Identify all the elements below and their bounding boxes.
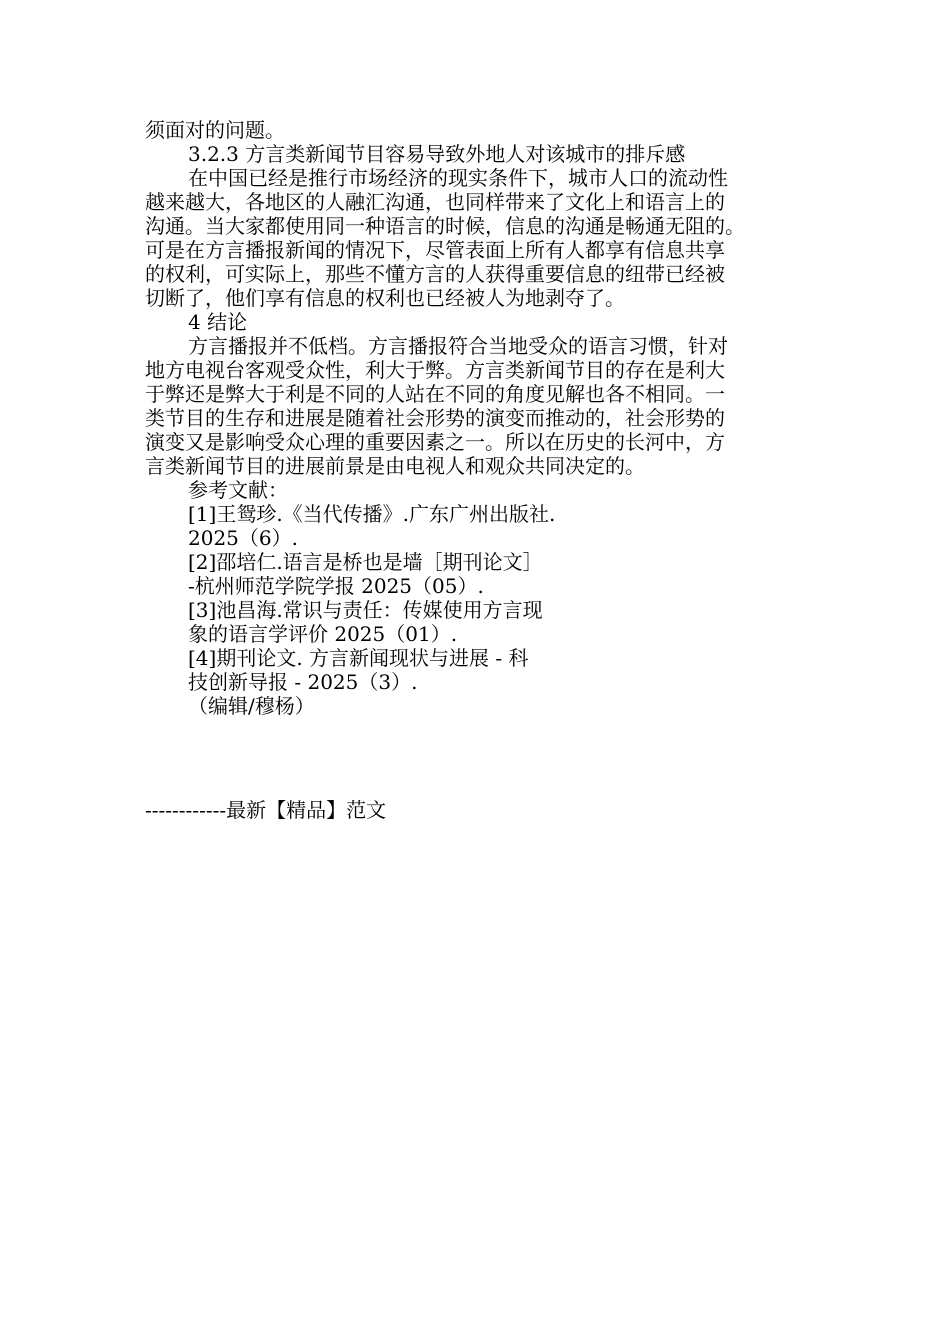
editor-note: （编辑/穆杨） — [188, 694, 315, 718]
paragraph-line: 在中国已经是推行市场经济的现实条件下，城市人口的流动性 — [188, 166, 728, 190]
reference-line: -杭州师范学院学报 2025（05）. — [188, 574, 484, 598]
paragraph-line: 越来越大，各地区的人融汇沟通，也同样带来了文化上和语言上的 — [145, 190, 725, 214]
paragraph-line: 于弊还是弊大于利是不同的人站在不同的角度见解也各不相同。一 — [145, 382, 725, 406]
reference-line: [2]邵培仁.语言是桥也是墙［期刊论文］ — [188, 550, 543, 574]
reference-line: 2025（6）. — [188, 526, 298, 550]
paragraph-line: 地方电视台客观受众性，利大于弊。方言类新闻节目的存在是利大 — [145, 358, 725, 382]
reference-line: 技创新导报 - 2025（3）. — [188, 670, 418, 694]
paragraph-line: 类节目的生存和进展是随着社会形势的演变而推动的，社会形势的 — [145, 406, 725, 430]
section-heading: 4 结论 — [188, 310, 248, 334]
paragraph-line: 的权利，可实际上，那些不懂方言的人获得重要信息的纽带已经被 — [145, 262, 725, 286]
references-heading: 参考文献： — [188, 478, 288, 502]
paragraph-line: 可是在方言播报新闻的情况下，尽管表面上所有人都享有信息共享 — [145, 238, 725, 262]
reference-line: [4]期刊论文. 方言新闻现状与进展 - 科 — [188, 646, 529, 670]
paragraph-line: 方言播报并不低档。方言播报符合当地受众的语言习惯，针对 — [188, 334, 728, 358]
paragraph-line: 切断了，他们享有信息的权利也已经被人为地剥夺了。 — [145, 286, 625, 310]
section-heading: 3.2.3 方言类新闻节目容易导致外地人对该城市的排斥感 — [188, 142, 686, 166]
paragraph-line: 演变又是影响受众心理的重要因素之一。所以在历史的长河中，方 — [145, 430, 725, 454]
document-body — [145, 118, 815, 718]
reference-line: 象的语言学评价 2025（01）. — [188, 622, 458, 646]
reference-line: [3]池昌海.常识与责任：传媒使用方言现 — [188, 598, 543, 622]
paragraph-line: 须面对的问题。 — [145, 118, 285, 142]
paragraph-line: 言类新闻节目的进展前景是由电视人和观众共同决定的。 — [145, 454, 645, 478]
page-footer: ------------最新【精品】范文 — [145, 798, 387, 822]
reference-line: [1]王鸳珍.《当代传播》.广东广州出版社. — [188, 502, 556, 526]
paragraph-line: 沟通。当大家都使用同一种语言的时候，信息的沟通是畅通无阻的。 — [145, 214, 745, 238]
